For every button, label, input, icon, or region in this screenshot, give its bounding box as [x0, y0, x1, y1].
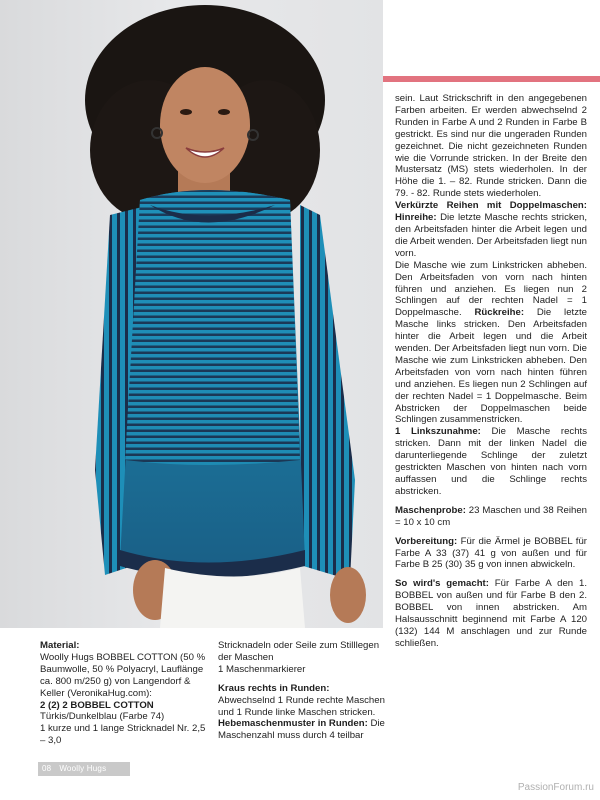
instructions-column-right	[395, 93, 587, 650]
pattern-paragraph: sein. Laut Strickschrift in den angegebenen Farben arbeiten. Er werden abwechselnd 2 Runden in Farbe A und 2 Runden in Farbe B gestrickt. Es sind nur die ungeraden Runden gezeichnet. Die nicht gezeichneten Runden wie die Vorrunde stricken. In der Breite den Mustersatz (MS) stets wiederholen. In der Höhe die 1. – 82. Runde stricken. Dann die 79. - 82. Runde stets wiederholen.	[395, 93, 587, 200]
page-footer	[38, 762, 130, 776]
how-to-text: Für Farbe A den 1. BOBBEL von außen und für Farbe B den 2. BOBBEL von innen abstricken. Am Halsausschnitt beginnend mit Farbe A 120 (132) 144 M anschlagen und zur Runde schließen.	[395, 578, 587, 649]
accent-bar	[383, 76, 600, 82]
increase-text: Die Masche rechts stricken. Dann mit der linken Nadel die darunterliegende Schlinge der zuletzt gestrickten Maschen von hinten nach vorn auffassen und die Schlinge rechts abstricken.	[395, 426, 588, 497]
garter-heading: Kraus rechts in Runden:	[218, 682, 330, 694]
increase-heading: 1 Linkszunahme:	[395, 426, 481, 438]
gauge-text: 23 Maschen und 38 Reihen = 10 x 10 cm	[395, 504, 587, 528]
watermark: PassionForum.ru	[517, 782, 594, 793]
slip-stitch-heading: Hebemaschenmuster in Runden:	[218, 718, 368, 730]
needles-text: 1 kurze und 1 lange Stricknadel Nr. 2,5 – 3,0	[40, 723, 206, 747]
slip-stitch-text: Die Maschenzahl muss durch 4 teilbar	[218, 718, 385, 742]
material-text: Woolly Hugs BOBBEL COTTON (50 % Baumwolle, 50 % Polyacryl, Lauflänge ca. 800 m/250 g) von Langendorf & Keller (VeronikaHug.com):	[40, 651, 206, 699]
marker-text: 1 Maschenmarkierer	[218, 663, 306, 675]
holders-text: Stricknadeln oder Seile zum Stilllegen der Maschen	[218, 640, 380, 663]
short-rows-text-2: Die Masche wie zum Linkstricken abheben. Den Arbeitsfaden von vorn nach hinten führen und anziehen. Es liegen nun 2 Schlingen auf der rechten Nadel = 1 Doppelmasche.	[395, 259, 587, 319]
how-to-heading: So wird's gemacht:	[395, 578, 489, 590]
short-rows-heading: Verkürzte Reihen mit Doppelmaschen: Hinreihe:	[395, 200, 587, 224]
preparation-text: Für die Ärmel je BOBBEL für Farbe A 33 (37) 41 g von außen und für Farbe B 25 (30) 35 g von innen abwickeln.	[395, 535, 587, 571]
technique-column	[218, 640, 387, 742]
gauge-heading: Maschenprobe:	[395, 504, 466, 516]
preparation-heading: Vorbereitung:	[395, 535, 458, 547]
wrong-side-text: Die letzte Masche links stricken. Den Arbeitsfaden hinter die Arbeit legen und die Arbeit wenden. Der Arbeitsfaden liegt nun vorn. Die Masche wie zum Linkstricken abheben. Den Arbeitsfaden von vorn nach hinten führen und anziehen. Es liegen nun 2 Schlingen auf der rechten Nadel = 1 Doppelmasche. Beim Abstricken der Doppelmaschen beide Schlingen zusammenstricken.	[395, 307, 587, 426]
materials-column	[40, 640, 208, 747]
bobbel-text: Türkis/Dunkelblau (Farbe 74)	[40, 711, 165, 723]
page-number: 08	[42, 764, 52, 773]
material-heading: Material:	[40, 640, 80, 651]
wrong-side-heading: Rückreihe:	[474, 307, 525, 319]
bobbel-heading: 2 (2) 2 BOBBEL COTTON	[40, 699, 154, 711]
footer-brand: Woolly Hugs	[59, 764, 107, 773]
garter-text: Abwechselnd 1 Runde rechte Maschen und 1 Runde linke Maschen stricken.	[218, 694, 385, 718]
short-rows-text: Die letzte Masche rechts stricken, den Arbeitsfaden hinter die Arbeit legen und die Arbeit wenden. Der Arbeitsfaden liegt nun vorn.	[395, 212, 588, 259]
